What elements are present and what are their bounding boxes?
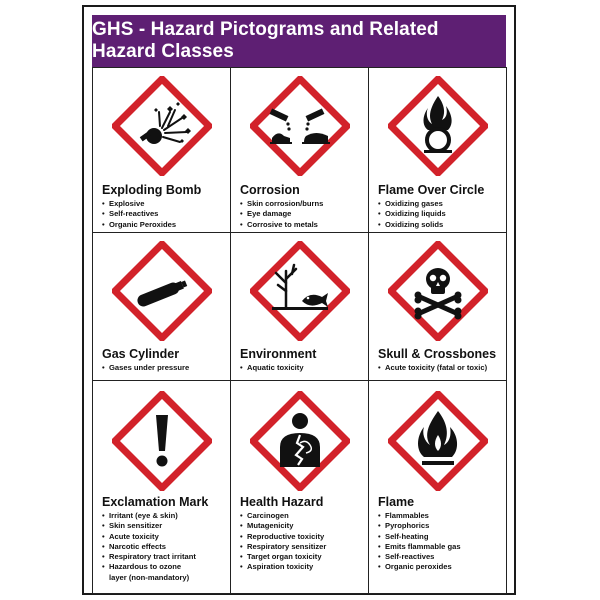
hazard-class-item: • Reproductive toxicity <box>240 532 326 542</box>
pictogram-title: Skull & Crossbones <box>378 347 497 361</box>
flame-icon <box>388 391 488 491</box>
pictogram-cell-flame-over-circle <box>369 68 507 232</box>
hazard-class-item: • Emits flammable gas <box>378 542 461 552</box>
hazard-class-list <box>102 511 196 583</box>
pictogram-grid <box>92 67 507 594</box>
hazard-class-item: • Skin sensitizer <box>102 521 196 531</box>
hazard-class-item: • Narcotic effects <box>102 542 196 552</box>
pictogram-cell-health-hazard <box>231 381 369 593</box>
ghs-poster <box>82 5 516 595</box>
pictogram-title: Gas Cylinder <box>102 347 180 361</box>
hazard-class-item: • Skin corrosion/burns <box>240 199 323 209</box>
hazard-class-list <box>102 199 176 230</box>
health-hazard-icon <box>250 391 350 491</box>
corrosion-icon <box>250 76 350 176</box>
hazard-class-list <box>240 511 326 573</box>
hazard-class-item: • Gases under pressure <box>102 363 189 373</box>
hazard-class-item: • Explosive <box>102 199 176 209</box>
hazard-class-item: layer (non-mandatory) <box>109 572 190 582</box>
hazard-class-item: • Organic Peroxides <box>102 220 176 230</box>
hazard-class-item: • Carcinogen <box>240 511 326 521</box>
hazard-class-item: • Corrosive to metals <box>240 220 323 230</box>
grid-row <box>93 381 507 594</box>
hazard-class-item: • Self-heating <box>378 532 461 542</box>
hazard-class-item: • Respiratory sensitizer <box>240 542 326 552</box>
hazard-class-item: • Oxidizing solids <box>378 220 446 230</box>
poster-title: GHS - Hazard Pictograms and Related Hazard Classes <box>92 19 439 62</box>
pictogram-title: Health Hazard <box>240 495 324 509</box>
pictogram-title: Exploding Bomb <box>102 183 202 197</box>
pictogram-cell-gas-cylinder <box>93 233 231 380</box>
hazard-class-list <box>378 363 487 373</box>
hazard-class-item: • Acute toxicity (fatal or toxic) <box>378 363 487 373</box>
hazard-class-item: • Target organ toxicity <box>240 552 326 562</box>
gas-cylinder-icon <box>112 241 212 341</box>
hazard-class-list <box>378 511 461 573</box>
hazard-class-item: • Aspiration toxicity <box>240 562 326 572</box>
skull-crossbones-icon <box>388 241 488 341</box>
pictogram-title: Corrosion <box>240 183 300 197</box>
poster-header <box>92 15 506 67</box>
pictogram-cell-exclamation-mark <box>93 381 231 593</box>
hazard-class-item: • Irritant (eye & skin) <box>102 511 196 521</box>
flame-over-circle-icon <box>388 76 488 176</box>
pictogram-title: Flame <box>378 495 415 509</box>
hazard-class-item: • Respiratory tract irritant <box>102 552 196 562</box>
hazard-class-item: • Hazardous to ozone <box>102 562 196 572</box>
hazard-class-item: • Pyrophorics <box>378 521 461 531</box>
hazard-class-item: • Self-reactives <box>378 552 461 562</box>
exclamation-mark-icon <box>112 391 212 491</box>
hazard-class-item: • Mutagenicity <box>240 521 326 531</box>
pictogram-title: Exclamation Mark <box>102 495 209 509</box>
hazard-class-item: • Acute toxicity <box>102 532 196 542</box>
hazard-class-list <box>240 199 323 230</box>
hazard-class-list <box>240 363 304 373</box>
hazard-class-item: • Eye damage <box>240 209 323 219</box>
pictogram-cell-corrosion <box>231 68 369 232</box>
grid-row <box>93 68 507 233</box>
grid-row <box>93 233 507 381</box>
pictogram-title: Environment <box>240 347 317 361</box>
hazard-class-item: • Oxidizing gases <box>378 199 446 209</box>
pictogram-cell-environment <box>231 233 369 380</box>
hazard-class-item: • Self-reactives <box>102 209 176 219</box>
hazard-class-list <box>102 363 189 373</box>
pictogram-cell-skull-crossbones <box>369 233 507 380</box>
pictogram-title: Flame Over Circle <box>378 183 485 197</box>
hazard-class-item: • Oxidizing liquids <box>378 209 446 219</box>
exploding-bomb-icon <box>112 76 212 176</box>
pictogram-cell-flame <box>369 381 507 593</box>
hazard-class-item: • Aquatic toxicity <box>240 363 304 373</box>
hazard-class-list <box>378 199 446 230</box>
hazard-class-item: • Flammables <box>378 511 461 521</box>
environment-icon <box>250 241 350 341</box>
hazard-class-item: • Organic peroxides <box>378 562 461 572</box>
pictogram-cell-exploding-bomb <box>93 68 231 232</box>
